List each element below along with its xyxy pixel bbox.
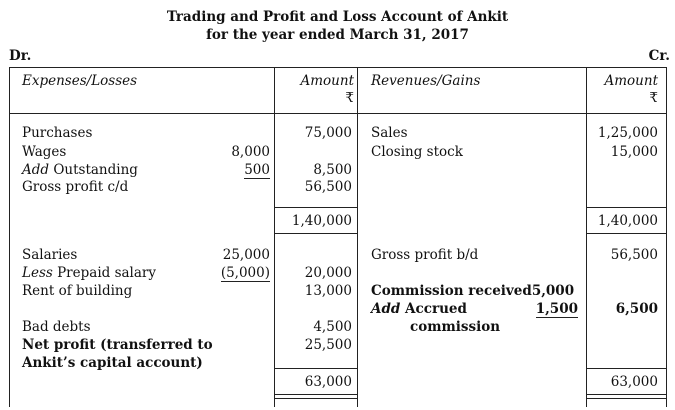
grand-rule-right-top <box>586 368 667 369</box>
right-total-2: 63,000 <box>610 374 658 390</box>
bad-debts-label: Bad debts <box>22 319 91 335</box>
page-subtitle: for the year ended March 31, 2017 <box>206 27 469 43</box>
salaries-inner-amount: 25,000 <box>222 247 270 263</box>
accrued-word: Accrued <box>400 301 467 317</box>
less-word: Less <box>22 265 53 281</box>
net-profit-label-line1: Net profit (transferred to <box>22 337 213 353</box>
left-total-1: 1,40,000 <box>291 213 352 229</box>
purchases-amount: 75,000 <box>304 125 352 141</box>
rent-amount: 13,000 <box>304 283 352 299</box>
add-word: Add <box>22 162 50 178</box>
dr-label: Dr. <box>9 48 32 64</box>
net-profit-amount: 25,500 <box>304 337 352 353</box>
gross-profit-cd-label: Gross profit c/d <box>22 179 129 195</box>
right-total-1: 1,40,000 <box>597 213 658 229</box>
add-outstanding-label <box>22 162 138 178</box>
closing-stock-label: Closing stock <box>371 144 463 160</box>
commission-inner-amount: 5,000 <box>531 283 575 299</box>
left-border <box>9 67 10 407</box>
less-prepaid-label <box>22 265 156 281</box>
wages-amount: 8,500 <box>313 162 352 178</box>
purchases-label: Purchases <box>22 125 93 141</box>
total-rule-right-top <box>586 207 667 208</box>
header-bottom-border <box>9 113 667 114</box>
outstanding-inner-amount <box>200 162 270 178</box>
grand-rule-left-top <box>274 368 358 369</box>
prepaid-inner-value: (5,000) <box>220 265 270 281</box>
commission-label: Commission received <box>371 283 532 299</box>
commission-amount: 6,500 <box>615 301 658 317</box>
header-amount-left: Amount <box>300 73 354 89</box>
sales-label: Sales <box>371 125 408 141</box>
wages-label: Wages <box>22 144 67 160</box>
salaries-label: Salaries <box>22 247 78 263</box>
accrued-inner-value: 1,500 <box>535 301 578 317</box>
grand-rule-left-bottom <box>274 398 358 399</box>
header-revenues: Revenues/Gains <box>371 73 481 89</box>
commission-label-line2: commission <box>410 319 501 335</box>
salaries-amount: 20,000 <box>304 265 352 281</box>
currency-symbol-left: ₹ <box>345 90 354 106</box>
gross-profit-bd-amount: 56,500 <box>610 247 658 263</box>
grand-rule-left-mid <box>274 394 358 395</box>
amount-col-divider-left <box>274 67 275 407</box>
total-rule-right-bottom <box>586 233 667 234</box>
table-top-border <box>9 67 667 68</box>
outstanding-word: Outstanding <box>49 162 138 178</box>
commission-line <box>371 283 574 299</box>
right-border <box>666 67 667 407</box>
rent-label: Rent of building <box>22 283 133 299</box>
total-rule-left-bottom <box>274 233 358 234</box>
grand-rule-right-bottom <box>586 398 667 399</box>
accrued-inner-amount <box>500 301 578 317</box>
currency-symbol-right: ₹ <box>649 90 658 106</box>
net-profit-label-line2: Ankit’s capital account) <box>22 355 203 371</box>
prepaid-inner-amount <box>200 265 270 281</box>
gross-profit-cd-amount: 56,500 <box>304 179 352 195</box>
add-word-right: Add <box>371 301 401 317</box>
header-expenses: Expenses/Losses <box>22 73 138 89</box>
add-accrued-label <box>371 301 467 317</box>
wages-inner-amount: 8,000 <box>231 144 270 160</box>
left-total-2: 63,000 <box>304 374 352 390</box>
gross-profit-bd-label: Gross profit b/d <box>371 247 479 263</box>
center-divider <box>357 67 358 407</box>
outstanding-inner-value: 500 <box>244 162 270 178</box>
page-title: Trading and Profit and Loss Account of Ankit <box>166 9 509 25</box>
bad-debts-amount: 4,500 <box>313 319 352 335</box>
total-rule-left-top <box>274 207 358 208</box>
header-amount-right: Amount <box>604 73 658 89</box>
sales-amount: 1,25,000 <box>597 125 658 141</box>
grand-rule-right-mid <box>586 394 667 395</box>
prepaid-word: Prepaid salary <box>52 265 156 281</box>
cr-label: Cr. <box>648 48 670 64</box>
closing-stock-amount: 15,000 <box>610 144 658 160</box>
amount-col-divider-right <box>586 67 587 407</box>
